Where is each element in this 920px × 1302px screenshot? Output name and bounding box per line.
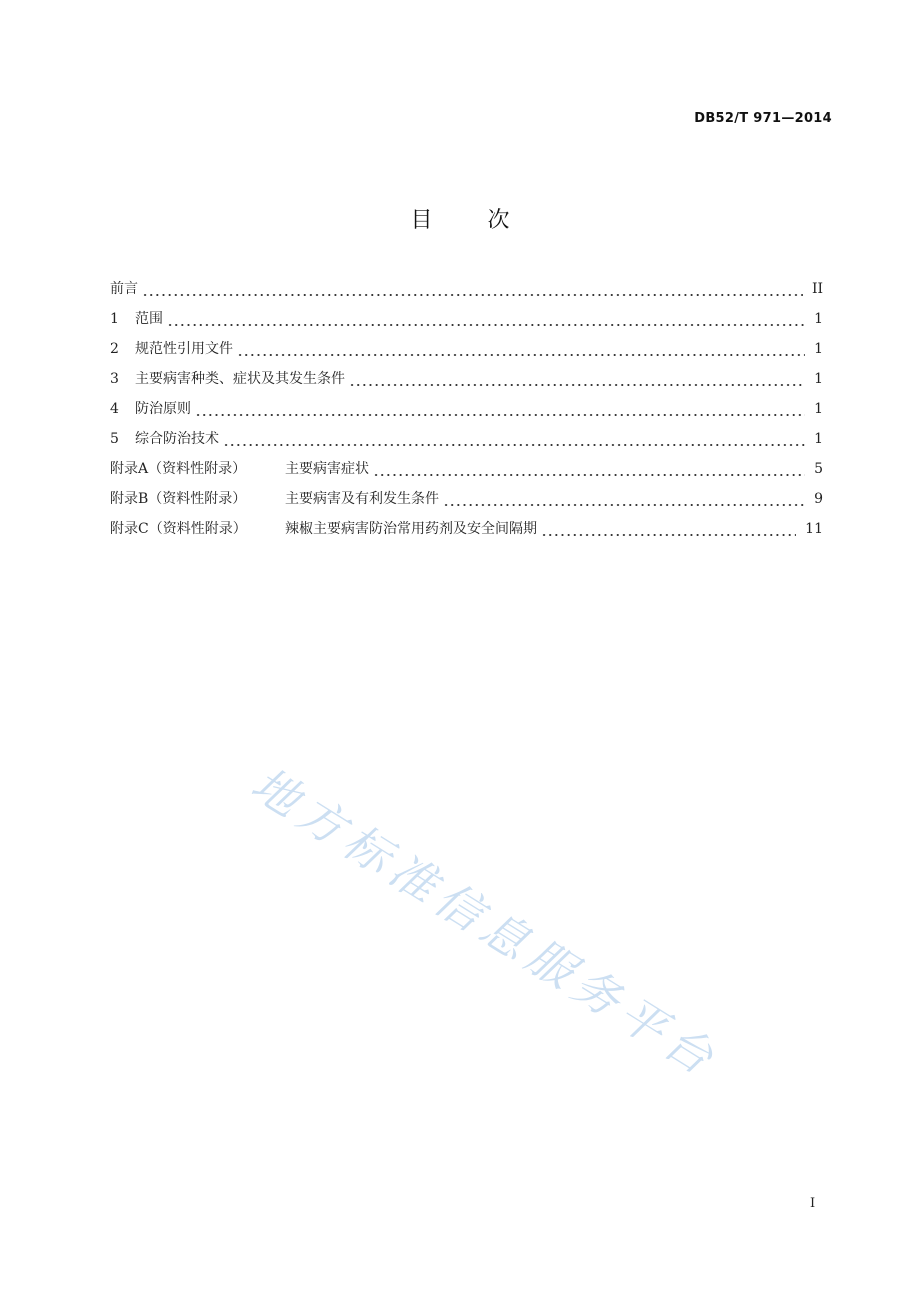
toc-entry-appendix-a [110,454,823,484]
watermark: 地方标准信息服务平台 [242,756,729,1089]
toc-entry-number: 3 [110,371,119,387]
toc-entry-title: 主要病害及有利发生条件 [285,491,439,507]
toc-entry-title: 防治原则 [135,401,191,417]
toc-entry-techniques [110,424,823,454]
toc-entry-diseases [110,364,823,394]
toc-entry-number: 4 [110,401,119,417]
toc-dot-leader [349,364,805,394]
toc-entry-title: 主要病害症状 [285,461,369,477]
toc-entry-principles [110,394,823,424]
toc-page-number: 11 [805,521,823,537]
toc-dot-leader [142,274,803,304]
toc-entry-title: 综合防治技术 [135,431,219,447]
toc-entry-number: 5 [110,431,119,447]
toc-page-number: 9 [814,491,823,507]
toc-dot-leader [167,304,805,334]
toc-appendix-label: 附录C（资料性附录） [110,521,247,537]
footer-page-number: I [810,1196,816,1211]
toc-entry-title: 辣椒主要病害防治常用药剂及安全间隔期 [285,521,537,537]
toc-dot-leader [195,394,805,424]
toc-dot-leader [223,424,805,454]
toc-title: 目 次 [410,208,510,233]
toc-entry-appendix-b [110,484,823,514]
toc-page-number: 1 [814,401,823,417]
toc-dot-leader [443,484,805,514]
toc-entry-scope [110,304,823,334]
toc-page-number: II [811,281,823,297]
toc-entry-title: 主要病害种类、症状及其发生条件 [135,371,345,387]
toc-entry-title: 规范性引用文件 [135,341,233,357]
toc-entry-label: 前言 [110,281,138,297]
toc-dot-leader [541,514,796,544]
toc-entry-number: 1 [110,311,119,327]
document-code-header: DB52/T 971—2014 [694,111,832,126]
toc-dot-leader [237,334,805,364]
toc-appendix-label: 附录B（资料性附录） [110,491,247,507]
toc-entry-number: 2 [110,341,119,357]
toc-entry-foreword [110,274,823,304]
toc-page-number: 5 [814,461,823,477]
toc-page-number: 1 [814,341,823,357]
toc-page-number: 1 [814,371,823,387]
toc-entry-title: 范围 [135,311,163,327]
toc-appendix-label: 附录A（资料性附录） [110,461,247,477]
table-of-contents [110,274,823,544]
toc-entry-appendix-c [110,514,823,544]
toc-dot-leader [373,454,805,484]
toc-page-number: 1 [814,431,823,447]
toc-page-number: 1 [814,311,823,327]
toc-entry-normative-references [110,334,823,364]
